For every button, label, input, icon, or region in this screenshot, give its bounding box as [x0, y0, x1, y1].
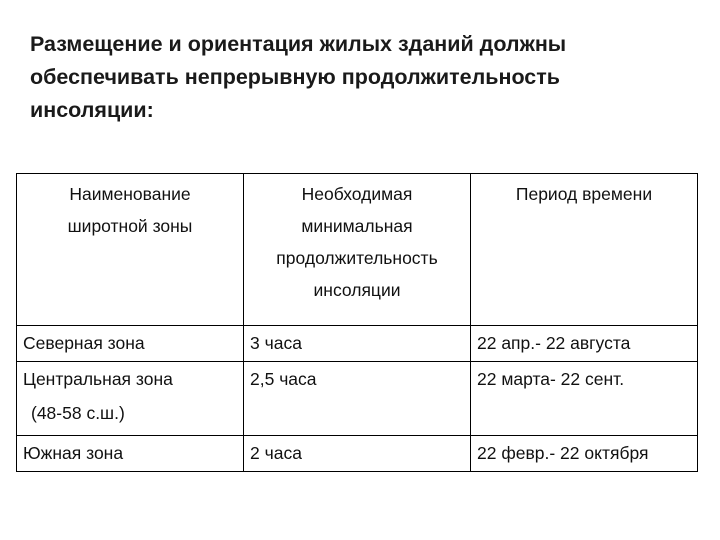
header-min-duration: Необходимая минимальная продолжительность инсоляции [244, 174, 471, 326]
duration-cell: 3 часа [244, 326, 471, 362]
header-time-period: Период времени [471, 174, 698, 326]
table-row [17, 326, 698, 362]
title-line: Размещение и ориентация жилых зданий должны [30, 32, 567, 56]
slide-title [30, 28, 690, 127]
header-zone-name: Наименование широтной зоны [17, 174, 244, 326]
period-cell: 22 апр.- 22 августа [471, 326, 698, 362]
zone-cell: Южная зона [17, 436, 244, 472]
title-line: инсоляции: [30, 98, 154, 122]
title-line: обеспечивать непрерывную продолжительность [30, 65, 561, 89]
table-header-row [17, 174, 698, 326]
duration-cell: 2 часа [244, 436, 471, 472]
table-row [17, 436, 698, 472]
period-cell: 22 марта- 22 сент. [471, 362, 698, 436]
period-cell: 22 февр.- 22 октября [471, 436, 698, 472]
zone-cell: Центральная зона (48-58 с.ш.) [17, 362, 244, 436]
table-row [17, 362, 698, 436]
duration-cell: 2,5 часа [244, 362, 471, 436]
zone-cell: Северная зона [17, 326, 244, 362]
insolation-norms-table [16, 173, 698, 472]
